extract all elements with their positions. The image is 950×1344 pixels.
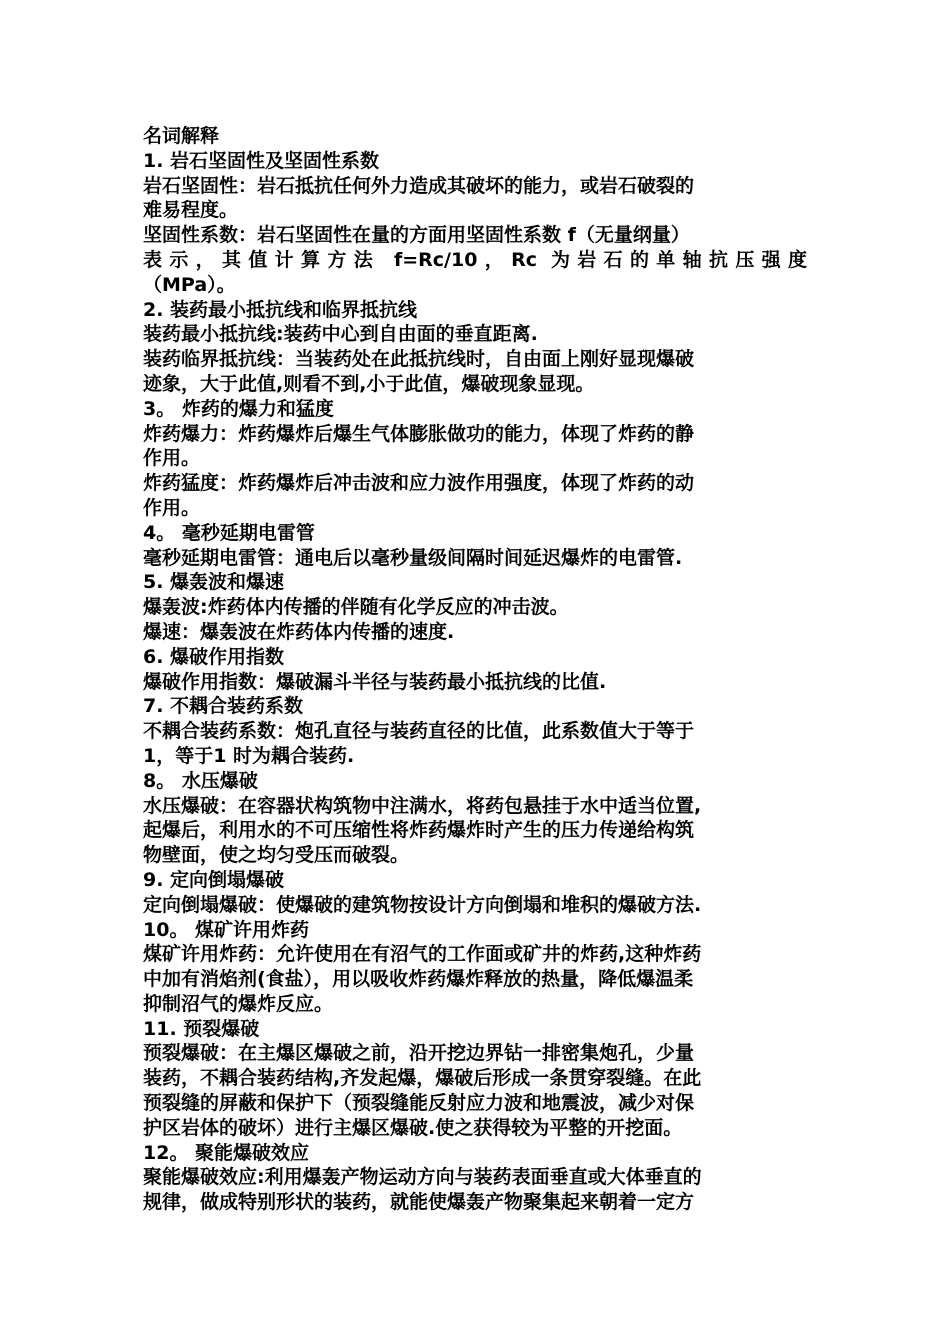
- body-text-line: 不耦合装药系数：炮孔直径与装药直径的比值，此系数值大于等于: [143, 720, 695, 743]
- body-text-line: 水压爆破：在容器状构筑物中注满水，将药包悬挂于水中适当位置,: [143, 794, 702, 817]
- body-text-line: 煤矿许用炸药：允许使用在有沼气的工作面或矿井的炸药,这种炸药: [143, 943, 702, 966]
- section-heading: 12。 聚能爆破效应: [143, 1141, 310, 1164]
- section-heading: 8。 水压爆破: [143, 769, 258, 792]
- body-text-line: 护区岩体的破坏）进行主爆区爆破.使之获得较为平整的开挖面。: [143, 1116, 683, 1139]
- document-page: [143, 124, 807, 1215]
- body-text-line: 聚能爆破效应:利用爆轰产物运动方向与装药表面垂直或大体垂直的: [143, 1166, 702, 1189]
- section-heading: 6. 爆破作用指数: [143, 645, 285, 668]
- section-heading: 1. 岩石坚固性及坚固性系数: [143, 149, 380, 172]
- body-text-line: 毫秒延期电雷管：通电后以毫秒量级间隔时间延迟爆炸的电雷管.: [143, 546, 683, 569]
- section-heading: 10。 煤矿许用炸药: [143, 918, 310, 941]
- section-heading: 7. 不耦合装药系数: [143, 695, 304, 718]
- section-heading: 5. 爆轰波和爆速: [143, 571, 285, 594]
- body-text-line: 预裂爆破：在主爆区爆破之前，沿开挖边界钻一排密集炮孔，少量: [143, 1042, 695, 1065]
- body-text-line: 起爆后，利用水的不可压缩性将炸药爆炸时产生的压力传递给构筑: [143, 819, 695, 842]
- body-text-line: 装药临界抵抗线：当装药处在此抵抗线时，自由面上刚好显现爆破: [143, 348, 695, 371]
- body-text-line: 坚固性系数：岩石坚固性在量的方面用坚固性系数 f（无量纲量）: [143, 224, 690, 247]
- body-text-line: 迹象，大于此值,则看不到,小于此值，爆破现象显现。: [143, 372, 595, 395]
- body-text-line: 装药，不耦合装药结构,齐发起爆，爆破后形成一条贯穿裂缝。在此: [143, 1067, 702, 1090]
- body-text-line: 爆速：爆轰波在炸药体内传播的速度.: [143, 620, 455, 643]
- body-text-line: 定向倒塌爆破：使爆破的建筑物按设计方向倒塌和堆积的爆破方法.: [143, 893, 702, 916]
- body-text-line: 作用。: [143, 496, 201, 519]
- body-text-line: 爆轰波:炸药体内传播的伴随有化学反应的冲击波。: [143, 596, 569, 619]
- section-heading: 3。 炸药的爆力和猛度: [143, 397, 334, 420]
- body-text-line: 规律，做成特别形状的装药，就能使爆轰产物聚集起来朝着一定方: [143, 1191, 695, 1214]
- body-text-line: 抑制沼气的爆炸反应。: [143, 992, 334, 1015]
- body-text-line: （MPa）。: [143, 273, 236, 296]
- body-text-line: 作用。: [143, 447, 201, 470]
- body-text-line: 爆破作用指数：爆破漏斗半径与装药最小抵抗线的比值.: [143, 670, 607, 693]
- section-heading: 9. 定向倒塌爆破: [143, 868, 285, 891]
- body-text-line: 中加有消焰剂(食盐），用以吸收炸药爆炸释放的热量，降低爆温柔: [143, 968, 694, 991]
- body-text-line: 岩石坚固性：岩石抵抗任何外力造成其破坏的能力，或岩石破裂的: [143, 174, 695, 197]
- body-text-line: 难易程度。: [143, 199, 239, 222]
- document-title: 名词解释: [143, 125, 220, 147]
- section-heading: 4。 毫秒延期电雷管: [143, 521, 315, 544]
- section-heading: 2. 装药最小抵抗线和临界抵抗线: [143, 298, 418, 321]
- body-text-line: 炸药猛度：炸药爆炸后冲击波和应力波作用强度，体现了炸药的动: [143, 472, 695, 495]
- body-text-line: 1，等于1 时为耦合装药.: [143, 744, 355, 767]
- body-text-line: 物壁面，使之均匀受压而破裂。: [143, 844, 410, 867]
- body-text-line: 预裂缝的屏蔽和保护下（预裂缝能反射应力波和地震波，减少对保: [143, 1092, 695, 1115]
- section-heading: 11. 预裂爆破: [143, 1017, 260, 1040]
- body-text-line: 装药最小抵抗线:装药中心到自由面的垂直距离.: [143, 323, 538, 346]
- body-text-line: 炸药爆力：炸药爆炸后爆生气体膨胀做功的能力，体现了炸药的静: [143, 422, 695, 445]
- body-text-line: 表示，其值计算方法 f=Rc/10，Rc 为岩石的单轴抗压强度: [143, 248, 807, 271]
- document-body: [143, 149, 807, 1215]
